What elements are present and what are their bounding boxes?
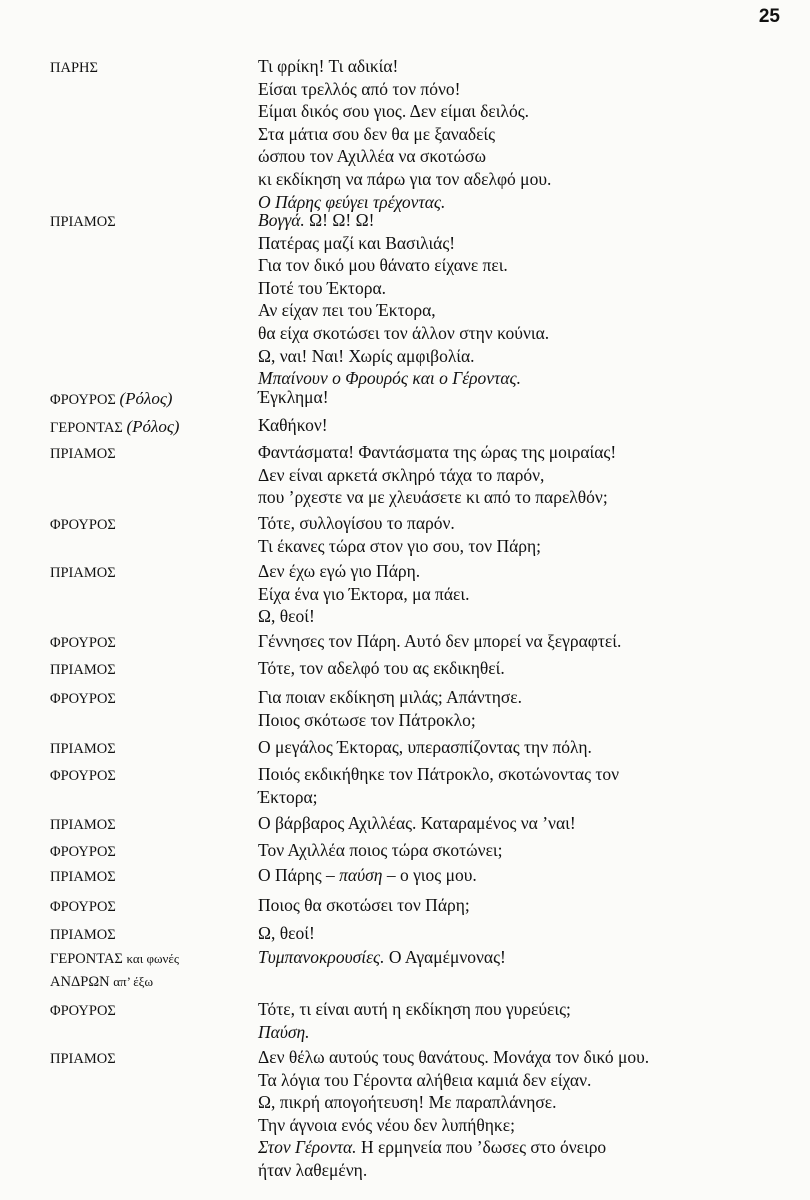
stage-direction: Τυμπανοκρουσίες. (258, 947, 385, 967)
dialogue-lines (258, 209, 778, 390)
spoken-text: Για ποιαν εκδίκηση μιλάς; Απάντησε. (258, 687, 523, 707)
speaker-name (50, 866, 240, 889)
dialogue-line (258, 657, 778, 680)
dialogue-line (258, 1046, 778, 1069)
spoken-text: θα είχα σκοτώσει τον άλλον στην κούνια. (258, 322, 550, 343)
stage-direction: Βογγά. (258, 210, 305, 230)
spoken-text: Ο Αγαμέμνονας! (384, 947, 506, 967)
dialogue-line (258, 441, 778, 464)
spoken-text: κι εκδίκηση να πάρω για τον αδελφό μου. (258, 168, 552, 189)
speaker-text: ΑΝΔΡΩΝ (50, 973, 114, 990)
dialogue-lines (258, 736, 778, 759)
speaker-name (50, 632, 240, 655)
dialogue-lines (258, 1046, 778, 1182)
speaker-name (50, 688, 240, 711)
speaker-name (50, 814, 240, 837)
speaker-text: ΦΡΟΥΡΟΣ (50, 392, 120, 408)
dialogue-line (258, 386, 778, 409)
speaker-text: ΓΕΡΟΝΤΑΣ (50, 951, 127, 967)
spoken-text: Γέννησες τον Πάρη. Αυτό δεν μπορεί να ξεγραφτεί. (258, 631, 622, 651)
spoken-text: Ποτέ του Έκτορα. (258, 277, 386, 298)
spoken-text: Τα λόγια του Γέροντα αλήθεια καμιά δεν είχαν. (258, 1069, 592, 1090)
dialogue-line (258, 1136, 778, 1159)
dialogue-lines (258, 414, 778, 437)
dialogue-line (258, 168, 778, 191)
speaker-text: ΦΡΟΥΡΟΣ (50, 899, 116, 915)
speaker-line (50, 841, 240, 864)
dialogue-lines (258, 512, 778, 557)
spoken-text: Ω, ναι! Ναι! Χωρίς αμφιβολία. (258, 345, 475, 366)
stage-direction: Στον Γέροντα. (258, 1137, 357, 1158)
dialogue-lines (258, 894, 778, 917)
speaker-name (50, 562, 240, 585)
spoken-text: Δεν θέλω αυτούς τους θανάτους. Μονάχα τον δικό μου. (258, 1047, 650, 1067)
speaker-text: ΠΡΙΑΜΟΣ (50, 927, 116, 943)
spoken-text: Ο Πάρης – (258, 865, 340, 885)
dialogue-line (258, 605, 778, 628)
speaker-name (50, 211, 240, 234)
spoken-text: Τον Αχιλλέα ποιος τώρα σκοτώνει; (258, 840, 503, 860)
dialogue-line (258, 560, 778, 583)
speaker-name (50, 388, 240, 412)
speaker-text: ΠΡΙΑΜΟΣ (50, 662, 116, 678)
speaker-line (50, 443, 240, 466)
spoken-text: Ο μεγάλος Έκτορας, υπερασπίζοντας την πόλη. (258, 737, 592, 757)
dialogue-line (258, 686, 778, 709)
spoken-text: Τότε, συλλογίσου το παρόν. (258, 513, 455, 533)
speaker-text: ΦΡΟΥΡΟΣ (50, 768, 116, 784)
spoken-text: Ω! Ω! Ω! (304, 210, 375, 230)
speaker-note: και φωνές (126, 951, 180, 966)
dialogue-line (258, 1114, 778, 1137)
speaker-name (50, 443, 240, 466)
speaker-line (50, 632, 240, 655)
speaker-text: ΦΡΟΥΡΟΣ (50, 844, 116, 860)
speaker-line (50, 924, 240, 947)
dialogue-line (258, 464, 778, 487)
spoken-text: ήταν λαθεμένη. (258, 1159, 368, 1180)
speaker-text: ΦΡΟΥΡΟΣ (50, 691, 116, 707)
dialogue-lines (258, 630, 778, 653)
speaker-line (50, 896, 240, 919)
dialogue-line (258, 535, 778, 558)
dialogue-line (258, 1091, 778, 1114)
speaker-name (50, 738, 240, 761)
speaker-line (50, 514, 240, 537)
spoken-text: Τότε, τι είναι αυτή η εκδίκηση που γυρεύεις; (258, 999, 571, 1019)
spoken-text: Έκτορα; (258, 786, 318, 807)
dialogue-line (258, 78, 778, 101)
speaker-note: απ’ έξω (113, 973, 154, 989)
spoken-text: ώσπου τον Αχιλλέα να σκοτώσω (258, 146, 487, 167)
speaker-name (50, 765, 240, 788)
spoken-text: Τι έκανες τώρα στον γιο σου, τον Πάρη; (258, 535, 542, 556)
spoken-text: που ’ρχεστε να με χλευάσετε κι από το παρελθόν; (258, 487, 608, 508)
speaker-text: ΠΡΙΑΜΟΣ (50, 1051, 116, 1067)
speaker-name (50, 659, 240, 682)
dialogue-line (258, 277, 778, 300)
speaker-name (50, 948, 240, 993)
speaker-name (50, 416, 240, 440)
dialogue-line (258, 123, 778, 146)
dialogue-lines (258, 441, 778, 509)
stage-direction: Μπαίνουν ο Φρουρός και ο Γέροντας. (258, 368, 521, 389)
spoken-text: Καθήκον! (258, 415, 328, 435)
dialogue-line (258, 998, 778, 1021)
speaker-name (50, 841, 240, 864)
dialogue-lines (258, 386, 778, 409)
speaker-line (50, 688, 240, 711)
dialogue-line (258, 232, 778, 255)
role-note: (Ρόλος) (126, 417, 180, 436)
speaker-line (50, 765, 240, 788)
spoken-text: Για τον δικό μου θάνατο είχανε πει. (258, 255, 508, 276)
dialogue-line (258, 894, 778, 917)
speaker-line (50, 388, 240, 412)
speaker-name (50, 1000, 240, 1023)
speaker-name (50, 57, 240, 80)
dialogue-line (258, 709, 778, 732)
dialogue-line (258, 763, 778, 786)
spoken-text: Την άγνοια ενός νέου δεν λυπήθηκε; (258, 1114, 515, 1135)
spoken-text: Ποιός εκδικήθηκε τον Πάτροκλο, σκοτώνοντας τον (258, 764, 620, 784)
speaker-name (50, 1048, 240, 1071)
dialogue-line (258, 345, 778, 368)
dialogue-line (258, 839, 778, 862)
dialogue-lines (258, 560, 778, 628)
dialogue-line (258, 512, 778, 535)
speaker-line (50, 416, 240, 440)
speaker-name (50, 896, 240, 919)
dialogue-line (258, 55, 778, 78)
speaker-name (50, 924, 240, 947)
spoken-text: Φαντάσματα! Φαντάσματα της ώρας της μοιραίας! (258, 442, 617, 462)
speaker-text: ΦΡΟΥΡΟΣ (50, 635, 116, 651)
stage-direction: Παύση. (258, 1021, 310, 1042)
speaker-line (50, 814, 240, 837)
spoken-text: Τότε, τον αδελφό του ας εκδικηθεί. (258, 658, 505, 678)
speaker-line (50, 57, 240, 80)
speaker-line (50, 211, 240, 234)
dialogue-lines (258, 922, 778, 945)
spoken-text: Στα μάτια σου δεν θα με ξαναδείς (258, 123, 496, 144)
spoken-text: Είχα ένα γιο Έκτορα, μα πάει. (258, 583, 470, 604)
dialogue-lines (258, 812, 778, 835)
spoken-text: Αν είχαν πει του Έκτορα, (258, 300, 436, 321)
dialogue-line (258, 254, 778, 277)
stage-direction: παύση (339, 865, 383, 885)
dialogue-line (258, 209, 778, 232)
dialogue-line (258, 100, 778, 123)
dialogue-lines (258, 657, 778, 680)
dialogue-line (258, 630, 778, 653)
speaker-text: ΠΡΙΑΜΟΣ (50, 869, 116, 885)
spoken-text: Τι φρίκη! Τι αδικία! (258, 56, 399, 76)
spoken-text: Έγκλημα! (258, 387, 329, 407)
dialogue-line (258, 145, 778, 168)
spoken-text: Ω, θεοί! (258, 923, 315, 943)
dialogue-lines (258, 763, 778, 808)
speaker-line (50, 1048, 240, 1071)
dialogue-line (258, 583, 778, 606)
dialogue-line (258, 812, 778, 835)
dialogue-line (258, 322, 778, 345)
dialogue-line (258, 1159, 778, 1182)
dialogue-line (258, 299, 778, 322)
spoken-text: – ο γιος μου. (382, 865, 477, 885)
speaker-text: ΠΡΙΑΜΟΣ (50, 565, 116, 581)
dialogue-line (258, 736, 778, 759)
dialogue-lines (258, 839, 778, 862)
speaker-text: ΦΡΟΥΡΟΣ (50, 517, 116, 533)
speaker-line (50, 738, 240, 761)
spoken-text: Δεν είναι αρκετά σκληρό τάχα το παρόν, (258, 464, 545, 485)
dialogue-lines (258, 686, 778, 731)
dialogue-line (258, 922, 778, 945)
speaker-name (50, 514, 240, 537)
speaker-line (50, 948, 240, 971)
role-note: (Ρόλος) (119, 389, 173, 408)
dialogue-line (258, 414, 778, 437)
spoken-text: Είσαι τρελλός από τον πόνο! (258, 78, 461, 99)
speaker-line (50, 866, 240, 889)
dialogue-lines (258, 864, 778, 887)
speaker-text: ΠΡΙΑΜΟΣ (50, 741, 116, 757)
dialogue-line (258, 864, 778, 887)
stage-direction: Ο Πάρης φεύγει τρέχοντας. (258, 191, 446, 212)
speaker-line (50, 659, 240, 682)
dialogue-line (258, 486, 778, 509)
spoken-text: Ποιος θα σκοτώσει τον Πάρη; (258, 895, 470, 915)
spoken-text: Η ερμηνεία που ’δωσες στο όνειρο (356, 1137, 607, 1158)
dialogue-line (258, 1021, 778, 1044)
speaker-text: ΠΡΙΑΜΟΣ (50, 817, 116, 833)
speaker-text: ΓΕΡΟΝΤΑΣ (50, 420, 127, 436)
spoken-text: Δεν έχω εγώ γιο Πάρη. (258, 561, 421, 581)
spoken-text: Πατέρας μαζί και Βασιλιάς! (258, 232, 456, 253)
speaker-line (50, 971, 240, 994)
spoken-text: Ποιος σκότωσε τον Πάτροκλο; (258, 709, 476, 730)
dialogue-line (258, 1069, 778, 1092)
spoken-text: Ο βάρβαρος Αχιλλέας. Καταραμένος να ’ναι! (258, 813, 576, 833)
spoken-text: Ω, πικρή απογοήτευση! Με παραπλάνησε. (258, 1092, 557, 1113)
speaker-text: ΦΡΟΥΡΟΣ (50, 1003, 116, 1019)
speaker-line (50, 1000, 240, 1023)
dialogue-lines (258, 55, 778, 213)
speaker-text: ΠΡΙΑΜΟΣ (50, 214, 116, 230)
dialogue-line (258, 786, 778, 809)
dialogue-lines (258, 946, 778, 969)
spoken-text: Είμαι δικός σου γιος. Δεν είμαι δειλός. (258, 101, 530, 122)
dialogue-line (258, 946, 778, 969)
spoken-text: Ω, θεοί! (258, 606, 315, 627)
dialogue-lines (258, 998, 778, 1043)
page-number: 25 (758, 6, 780, 27)
speaker-line (50, 562, 240, 585)
speaker-text: ΠΡΙΑΜΟΣ (50, 446, 116, 462)
speaker-text: ΠΑΡΗΣ (50, 60, 98, 76)
